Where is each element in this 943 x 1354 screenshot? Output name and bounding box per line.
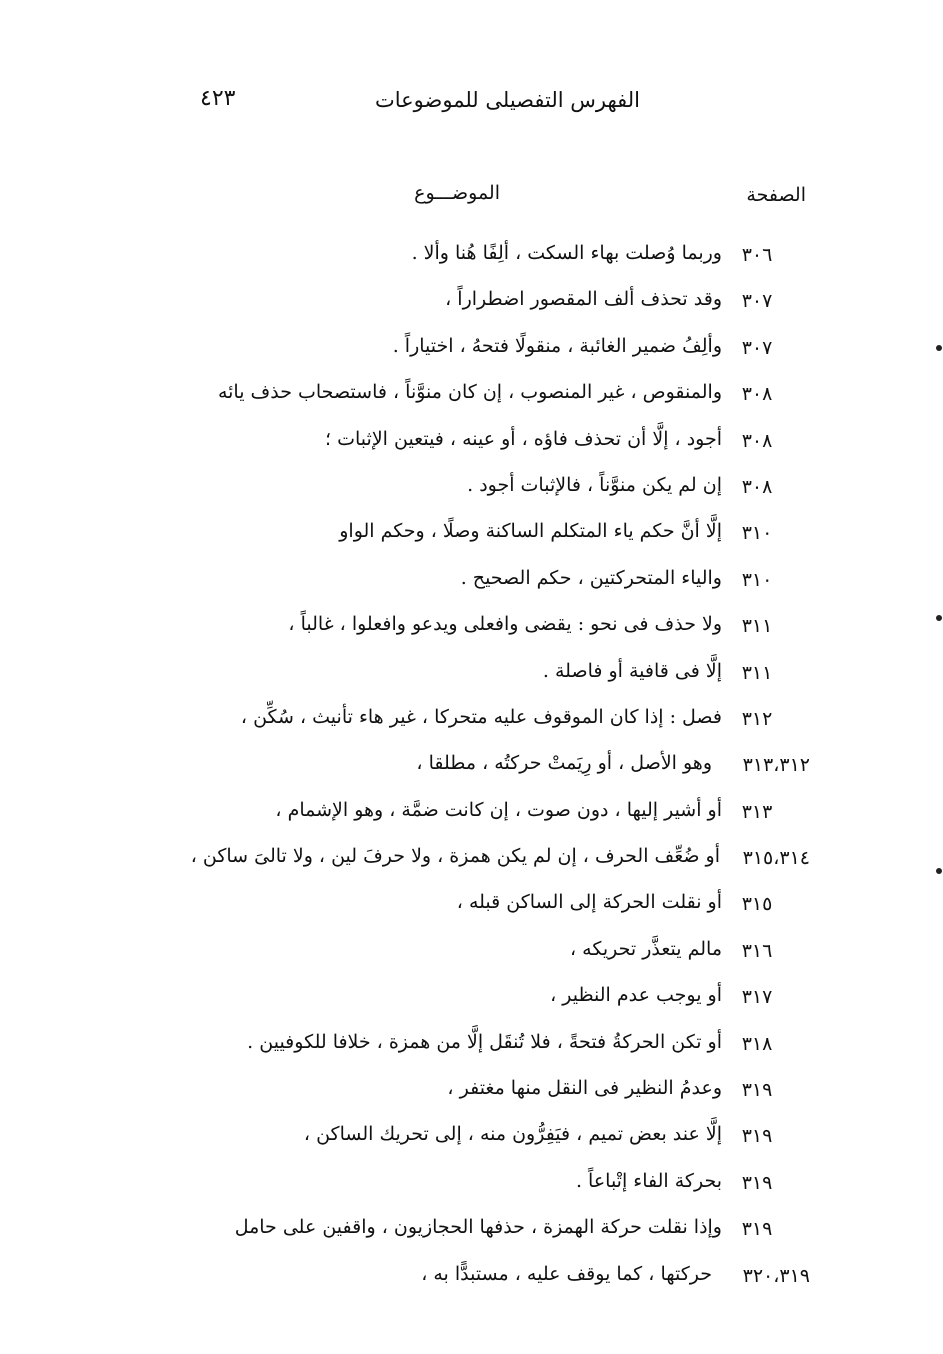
index-entry [180, 1164, 810, 1210]
entry-page: ٣٠٨ [741, 383, 773, 406]
entry-page: ٣١٩ [741, 1125, 773, 1148]
index-entry [180, 1117, 810, 1163]
index-entry [180, 793, 810, 839]
entry-page: ٣٠٧ [741, 336, 773, 359]
index-entry [180, 468, 810, 514]
entry-page: ٣١٩ [741, 1218, 773, 1241]
index-entry [180, 746, 810, 792]
index-entry [180, 654, 810, 700]
entry-page: ٣١٣،٣١٢ [742, 754, 810, 777]
entry-page: ٣١٠ [741, 568, 773, 591]
index-entry [180, 885, 810, 931]
index-entry [180, 1257, 810, 1303]
entry-text: وألِفُ ضمير الغائبة ، منقولًا فتحهُ ، اختياراً . [392, 334, 722, 357]
index-entry [180, 1071, 810, 1117]
entry-text: إلَّا فى قافية أو فاصلة . [542, 659, 722, 682]
entry-page: ٣٠٨ [741, 475, 773, 498]
entry-page: ٣١٩ [741, 1171, 773, 1194]
index-entry [180, 422, 810, 468]
entry-text: ولا حذف فى نحو : يقضى وافعلى ويدعو وافعلوا ، غالباً ، [288, 613, 722, 636]
entry-text: وربما وُصلت بهاء السكت ، ألِفًا هُنا وألا . [411, 242, 722, 264]
entry-text: إن لم يكن منوَّناً ، فالإثبات أجود . [467, 473, 722, 496]
entry-page: ٣١٧ [741, 986, 773, 1009]
index-entry [180, 282, 810, 328]
entry-text: بحركة الفاء إتْباعاً . [575, 1169, 722, 1192]
index-entry [180, 514, 810, 560]
index-entry [180, 375, 810, 421]
entry-text: مالم يتعذَّر تحريكه ، [570, 937, 722, 960]
index-entry [180, 1025, 810, 1071]
entry-page: ٣١٥ [741, 893, 773, 916]
index-entry [180, 1210, 810, 1256]
index-entry [180, 236, 810, 282]
index-entry [180, 839, 810, 885]
index-entries [180, 236, 810, 1303]
entry-text: أو أشير إليها ، دون صوت ، إن كانت ضمَّة ، وهو الإشمام ، [275, 798, 722, 821]
entry-page: ٣١٩ [741, 1079, 773, 1102]
index-entry [180, 561, 810, 607]
entry-page: ٣٠٧ [741, 290, 773, 313]
entry-text: وإذا نقلت حركة الهمزة ، حذفها الحجازيون ، واقفين على حامل [234, 1216, 722, 1239]
entry-text: أو نقلت الحركة إلى الساكن قبله ، [456, 891, 722, 914]
entry-page: ٣١٢ [741, 707, 773, 730]
entry-page: ٣٢٠،٣١٩ [742, 1264, 810, 1287]
entry-page: ٣١٣ [741, 800, 773, 823]
entry-page: ٣١٠ [741, 522, 773, 545]
entry-text: وهو الأصل ، أو رِيَمتْ حركتُه ، مطلقا ، [416, 752, 712, 775]
index-entry [180, 978, 810, 1024]
entry-page: ٣١٦ [741, 939, 773, 962]
page-header-title: الفهرس التفصيلى للموضوعات [374, 88, 640, 112]
index-entry [180, 700, 810, 746]
entry-text: وقد تحذف ألف المقصور اضطراراً ، [445, 288, 722, 311]
margin-dot [936, 615, 942, 621]
margin-dot [936, 868, 942, 874]
column-header-topic: الموضـــوع [414, 182, 500, 204]
index-entry [180, 329, 810, 375]
entry-text: إلَّا عند بعض تميم ، فيَفِرُّون منه ، إلى تحريك الساكن ، [303, 1123, 722, 1146]
column-header-page: الصفحة [746, 184, 806, 206]
entry-text: فصل : إذا كان الموقوف عليه متحركا ، غير هاء تأنيث ، سُكِّن ، [240, 705, 722, 728]
entry-page: ٣١١ [741, 661, 773, 684]
entry-text: وعدمُ النظير فى النقل منها مغتفر ، [447, 1077, 722, 1100]
entry-page: ٣٠٦ [741, 244, 773, 266]
entry-text: إلَّا أنَّ حكم ياء المتكلم الساكنة وصلًا ، وحكم الواو [339, 520, 722, 543]
entry-text: أجود ، إلَّا أن تحذف فاؤه ، أو عينه ، فيتعين الإثبات ؛ [325, 427, 722, 450]
entry-text: والياء المتحركتين ، حكم الصحيح . [460, 566, 722, 589]
entry-page: ٣٠٨ [741, 429, 773, 452]
entry-page: ٣١٨ [741, 1032, 773, 1055]
margin-dot [936, 345, 942, 351]
entry-page: ٣١١ [741, 615, 773, 638]
entry-text: والمنقوص ، غير المنصوب ، إن كان منوَّناً ، فاستصحاب حذف يائه [217, 381, 722, 404]
entry-text: حركتها ، كما يوقف عليه ، مستبدًّا به ، [421, 1262, 712, 1285]
page-number: ٤٢٣ [200, 86, 236, 111]
entry-page: ٣١٥،٣١٤ [742, 847, 810, 870]
index-entry [180, 607, 810, 653]
entry-text: أو ضُعِّف الحرف ، إن لم يكن همزة ، ولا حرفَ لين ، ولا تالىَ ساكن ، [190, 845, 720, 868]
entry-text: أو تكن الحركةُ فتحةً ، فلا تُنقَل إلَّا من همزة ، خلافا للكوفيين . [247, 1030, 722, 1053]
entry-text: أو يوجب عدم النظير ، [550, 984, 722, 1007]
index-entry [180, 932, 810, 978]
